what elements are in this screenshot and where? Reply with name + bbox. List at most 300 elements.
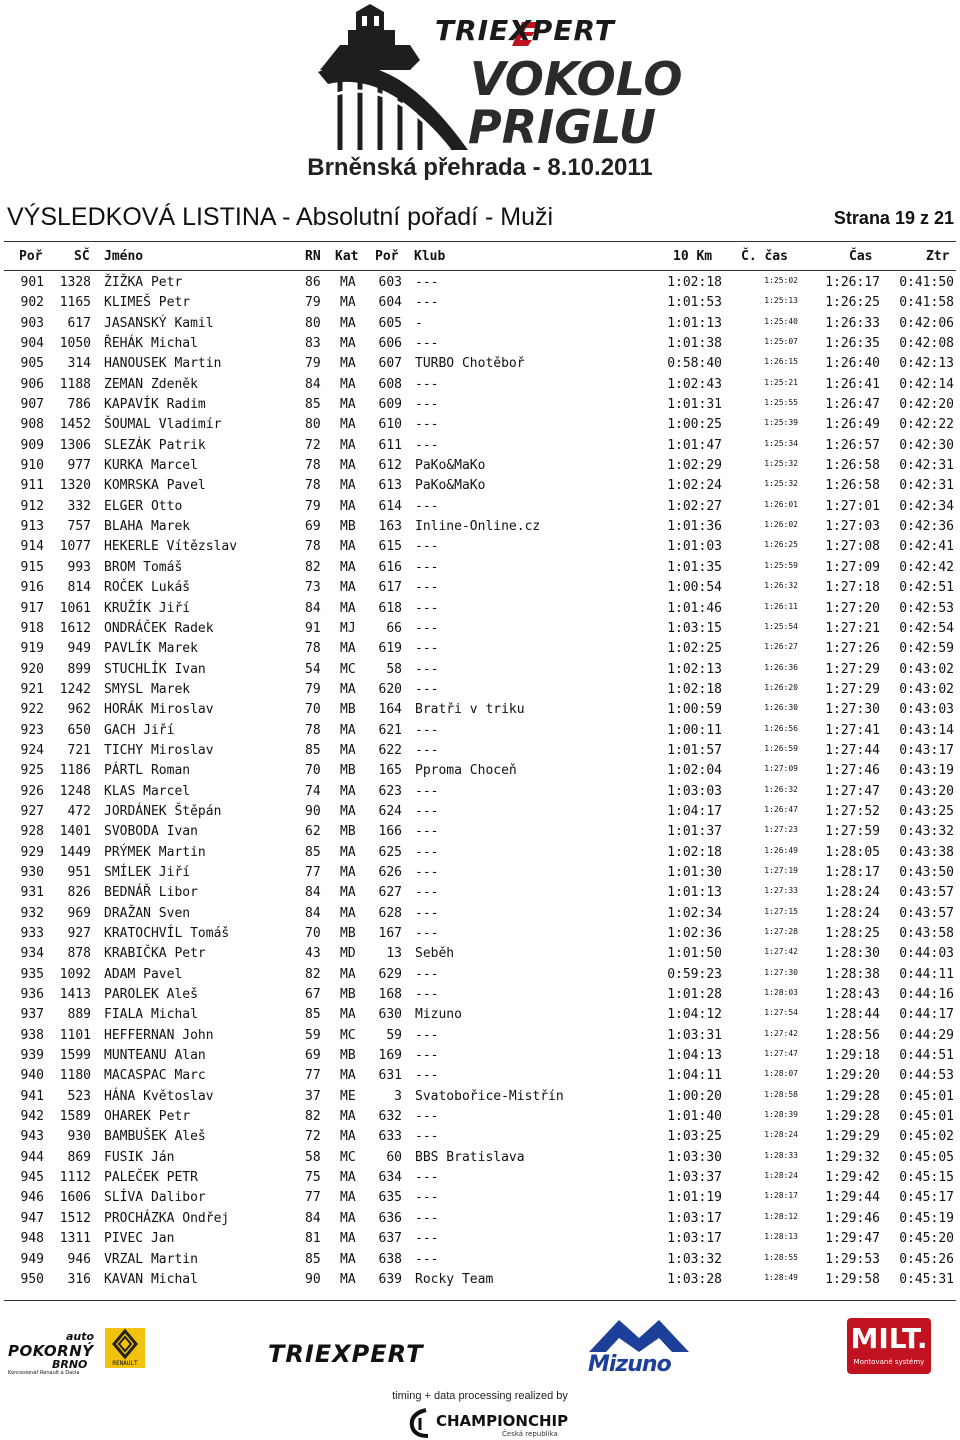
cell-rank: 909 (20, 437, 44, 453)
table-row (0, 822, 960, 842)
cell-rank: 912 (20, 498, 44, 514)
cell-club: PaKo&MaKo (415, 458, 486, 474)
cell-rank: 904 (20, 336, 44, 352)
cell-rank: 925 (20, 763, 44, 779)
cell-cat-rank: 627 (378, 885, 402, 901)
cell-name: KRABIČKA Petr (104, 946, 206, 962)
cell-cat-rank: 166 (378, 824, 402, 840)
cell-year: 72 (305, 437, 321, 453)
cell-club: --- (415, 661, 439, 677)
cell-rank: 927 (20, 803, 44, 819)
cell-time: 1:27:26 (825, 641, 880, 657)
pokorny-line4: Koncesionář Renault a Dacia (8, 1370, 80, 1376)
cell-category: MB (340, 519, 356, 535)
cell-year: 90 (305, 1271, 321, 1287)
col-header-rank: Poř (19, 249, 43, 264)
cell-club: --- (415, 580, 439, 596)
cell-time: 1:26:57 (825, 437, 880, 453)
cell-cat-rank: 632 (378, 1109, 402, 1125)
cell-name: ADAM Pavel (104, 966, 183, 982)
cell-rank: 901 (20, 275, 44, 290)
table-row (0, 843, 960, 863)
cell-rank: 941 (20, 1088, 44, 1104)
cell-rank: 939 (20, 1048, 44, 1064)
cell-bib: 946 (67, 1251, 91, 1267)
cell-gap: 0:45:02 (899, 1129, 954, 1145)
sponsor-auto-pokorny (8, 1330, 103, 1374)
cell-club: --- (415, 1068, 439, 1084)
table-row (0, 395, 960, 415)
cell-club: --- (415, 926, 439, 941)
championchip-label: CHAMPIONCHIP (436, 1412, 569, 1430)
cell-year: 86 (305, 275, 321, 290)
col-header-name: Jméno (104, 249, 144, 264)
cell-time: 1:26:41 (825, 376, 880, 392)
cell-cat-rank: 603 (378, 275, 402, 290)
cell-club: PaKo&MaKo (415, 478, 486, 494)
cell-bib: 1589 (59, 1109, 91, 1125)
cell-cat-rank: 638 (378, 1251, 402, 1267)
cell-gap: 0:45:26 (899, 1251, 954, 1267)
cell-10km: 1:00:25 (667, 417, 722, 433)
cell-rank: 926 (20, 783, 44, 799)
cell-chip-time: 1:27:42 (764, 1028, 798, 1038)
page-number: Strana 19 z 21 (833, 208, 954, 228)
cell-10km: 0:59:23 (667, 966, 722, 982)
cell-gap: 0:43:57 (899, 905, 954, 921)
cell-bib: 1077 (59, 539, 91, 555)
cell-category: MA (340, 437, 356, 453)
cell-year: 80 (305, 315, 321, 331)
cell-chip-time: 1:26:20 (764, 682, 798, 692)
cell-10km: 1:02:25 (667, 641, 722, 657)
cell-rank: 921 (20, 681, 44, 697)
cell-year: 62 (305, 824, 321, 840)
sponsor-milt (847, 1318, 931, 1374)
sponsor-renault (105, 1328, 145, 1368)
table-row (0, 761, 960, 781)
col-header-category-rank: Poř (375, 249, 399, 264)
cell-category: ME (340, 1088, 356, 1104)
cell-gap: 0:42:34 (899, 498, 954, 514)
cell-club: Rocky Team (415, 1271, 494, 1287)
cell-chip-time: 1:28:12 (764, 1211, 798, 1221)
cell-chip-time: 1:26:59 (764, 743, 798, 753)
cell-name: ŘEHÁK Michal (104, 336, 198, 352)
cell-year: 79 (305, 356, 321, 372)
cell-category: MA (340, 315, 356, 331)
cell-gap: 0:41:50 (899, 275, 954, 290)
cell-bib: 1512 (59, 1210, 91, 1226)
header-divider-top (4, 241, 956, 242)
table-row (0, 1026, 960, 1046)
event-logo (300, 0, 683, 160)
cell-chip-time: 1:26:32 (764, 581, 798, 591)
championchip-icon (406, 1406, 434, 1440)
cell-chip-time: 1:25:39 (764, 418, 798, 428)
cell-10km: 1:03:25 (667, 1129, 722, 1145)
table-row (0, 965, 960, 985)
cell-cat-rank: 635 (378, 1190, 402, 1206)
cell-rank: 923 (20, 722, 44, 738)
col-header-gap: Ztr (926, 249, 950, 264)
cell-year: 74 (305, 783, 321, 799)
cell-year: 83 (305, 336, 321, 352)
cell-cat-rank: 607 (378, 356, 402, 372)
table-row (0, 334, 960, 354)
cell-name: OHAREK Petr (104, 1109, 191, 1125)
table-row (0, 1270, 960, 1290)
cell-rank: 940 (20, 1068, 44, 1084)
cell-cat-rank: 611 (378, 437, 402, 453)
cell-gap: 0:44:53 (899, 1068, 954, 1084)
cell-time: 1:27:20 (825, 600, 880, 616)
cell-category: MA (340, 559, 356, 575)
cell-year: 85 (305, 1251, 321, 1267)
cell-cat-rank: 639 (378, 1271, 402, 1287)
cell-rank: 916 (20, 580, 44, 596)
cell-cat-rank: 608 (378, 376, 402, 392)
cell-rank: 907 (20, 397, 44, 413)
table-divider-bottom (4, 1300, 956, 1301)
cell-cat-rank: 626 (378, 864, 402, 880)
cell-category: MA (340, 885, 356, 901)
cell-category: MA (340, 1068, 356, 1084)
cell-10km: 1:03:31 (667, 1027, 722, 1043)
cell-time: 1:27:21 (825, 620, 880, 636)
sponsor-footer (0, 1310, 960, 1440)
cell-category: MA (340, 417, 356, 433)
cell-category: MA (340, 1231, 356, 1247)
cell-time: 1:27:29 (825, 661, 880, 677)
cell-cat-rank: 616 (378, 559, 402, 575)
cell-bib: 1306 (59, 437, 91, 453)
cell-rank: 906 (20, 376, 44, 392)
cell-cat-rank: 3 (394, 1088, 402, 1104)
cell-time: 1:29:53 (825, 1251, 880, 1267)
cell-name: FUSIK Ján (104, 1149, 175, 1165)
cell-10km: 1:02:18 (667, 275, 722, 290)
cell-time: 1:29:32 (825, 1149, 880, 1165)
col-header-year: RN (305, 249, 321, 264)
cell-bib: 1612 (59, 620, 91, 636)
cell-category: MA (340, 478, 356, 494)
mizuno-runbird-icon (584, 1316, 694, 1356)
cell-club: --- (415, 275, 439, 290)
cell-club: --- (415, 742, 439, 758)
cell-cat-rank: 631 (378, 1068, 402, 1084)
cell-year: 84 (305, 885, 321, 901)
brand-triexpert: TRIEXPERT (435, 14, 615, 47)
cell-gap: 0:44:51 (899, 1048, 954, 1064)
cell-bib: 786 (67, 397, 91, 413)
cell-name: PAROLEK Aleš (104, 987, 198, 1003)
cell-bib: 316 (67, 1271, 91, 1287)
cell-club: --- (415, 783, 439, 799)
cell-club: --- (415, 905, 439, 921)
cell-time: 1:26:33 (825, 315, 880, 331)
table-row (0, 904, 960, 924)
cell-chip-time: 1:28:33 (764, 1150, 798, 1160)
cell-year: 43 (305, 946, 321, 962)
cell-name: BEDNÁŘ Libor (104, 885, 198, 901)
col-header-10km: 10 Km (673, 249, 713, 264)
cell-cat-rank: 614 (378, 498, 402, 514)
cell-year: 79 (305, 498, 321, 514)
cell-cat-rank: 633 (378, 1129, 402, 1145)
cell-chip-time: 1:26:02 (764, 520, 798, 530)
cell-chip-time: 1:26:11 (764, 601, 798, 611)
cell-club: --- (415, 417, 439, 433)
cell-cat-rank: 629 (378, 966, 402, 982)
cell-year: 84 (305, 376, 321, 392)
cell-time: 1:26:58 (825, 458, 880, 474)
cell-bib: 1320 (59, 478, 91, 494)
cell-rank: 947 (20, 1210, 44, 1226)
cell-time: 1:27:09 (825, 559, 880, 575)
cell-category: MA (340, 864, 356, 880)
cell-time: 1:27:01 (825, 498, 880, 514)
cell-rank: 910 (20, 458, 44, 474)
cell-name: FIALA Michal (104, 1007, 198, 1023)
renault-label: RENAULT (112, 1360, 138, 1367)
cell-name: SLEZÁK Patrik (104, 437, 206, 453)
cell-rank: 945 (20, 1170, 44, 1186)
cell-cat-rank: 619 (378, 641, 402, 657)
cell-time: 1:27:52 (825, 803, 880, 819)
cell-10km: 1:01:57 (667, 742, 722, 758)
cell-10km: 1:03:03 (667, 783, 722, 799)
cell-club: --- (415, 844, 439, 860)
cell-year: 84 (305, 905, 321, 921)
cell-name: SLÍVA Dalibor (104, 1190, 206, 1206)
cell-club: --- (415, 681, 439, 697)
cell-name: MACASPAC Marc (104, 1068, 206, 1084)
cell-name: KOMRSKA Pavel (104, 478, 206, 494)
cell-10km: 1:00:59 (667, 702, 722, 718)
cell-club: --- (415, 1210, 439, 1226)
cell-category: MD (340, 946, 356, 962)
cell-year: 82 (305, 559, 321, 575)
cell-club: --- (415, 966, 439, 982)
table-row (0, 599, 960, 619)
cell-chip-time: 1:25:55 (764, 398, 798, 408)
table-row (0, 700, 960, 720)
cell-category: MA (340, 966, 356, 982)
cell-bib: 869 (67, 1149, 91, 1165)
cell-name: ŠOUMAL Vladimír (104, 417, 222, 433)
cell-gap: 0:43:14 (899, 722, 954, 738)
cell-10km: 1:02:27 (667, 498, 722, 514)
cell-category: MB (340, 763, 356, 779)
cell-category: MC (340, 1027, 356, 1043)
cell-club: --- (415, 1251, 439, 1267)
cell-gap: 0:42:14 (899, 376, 954, 392)
cell-rank: 938 (20, 1027, 44, 1043)
cell-gap: 0:42:13 (899, 356, 954, 372)
brand-priglu: PRIGLU (468, 100, 657, 154)
cell-year: 77 (305, 1190, 321, 1206)
cell-time: 1:29:28 (825, 1088, 880, 1104)
table-row (0, 517, 960, 537)
cell-gap: 0:42:59 (899, 641, 954, 657)
cell-time: 1:27:08 (825, 539, 880, 555)
cell-bib: 889 (67, 1007, 91, 1023)
cell-10km: 1:03:30 (667, 1149, 722, 1165)
cell-time: 1:29:58 (825, 1271, 880, 1287)
cell-10km: 1:01:30 (667, 864, 722, 880)
cell-cat-rank: 606 (378, 336, 402, 352)
cell-10km: 1:03:17 (667, 1210, 722, 1226)
cell-year: 58 (305, 1149, 321, 1165)
cell-time: 1:29:28 (825, 1109, 880, 1125)
cell-bib: 969 (67, 905, 91, 921)
cell-name: ROČEK Lukáš (104, 580, 191, 596)
cell-cat-rank: 168 (378, 987, 402, 1003)
table-row (0, 680, 960, 700)
table-row (0, 782, 960, 802)
cell-time: 1:26:58 (825, 478, 880, 494)
cell-chip-time: 1:28:07 (764, 1069, 798, 1079)
cell-time: 1:26:17 (825, 275, 880, 290)
cell-time: 1:27:44 (825, 742, 880, 758)
cell-rank: 919 (20, 641, 44, 657)
cell-chip-time: 1:28:03 (764, 988, 798, 998)
cell-name: KLIMEŠ Petr (104, 295, 191, 311)
cell-10km: 1:01:31 (667, 397, 722, 413)
cell-bib: 1413 (59, 987, 91, 1003)
cell-club: --- (415, 1231, 439, 1247)
cell-year: 79 (305, 681, 321, 697)
cell-category: MA (340, 397, 356, 413)
table-row (0, 1066, 960, 1086)
cell-name: HEKERLE Vítězslav (104, 539, 238, 555)
cell-chip-time: 1:28:13 (764, 1232, 798, 1242)
cell-chip-time: 1:26:01 (764, 499, 798, 509)
cell-cat-rank: 613 (378, 478, 402, 494)
cell-10km: 1:02:18 (667, 681, 722, 697)
table-row (0, 415, 960, 435)
cell-gap: 0:42:31 (899, 478, 954, 494)
cell-name: HÁNA Květoslav (104, 1088, 214, 1104)
cell-rank: 931 (20, 885, 44, 901)
cell-bib: 472 (67, 803, 91, 819)
cell-category: MA (340, 275, 356, 290)
cell-year: 70 (305, 702, 321, 718)
cell-rank: 924 (20, 742, 44, 758)
cell-10km: 1:02:04 (667, 763, 722, 779)
cell-rank: 905 (20, 356, 44, 372)
cell-time: 1:28:17 (825, 864, 880, 880)
cell-cat-rank: 167 (378, 926, 402, 941)
cell-cat-rank: 165 (378, 763, 402, 779)
cell-year: 70 (305, 926, 321, 941)
cell-name: BROM Tomáš (104, 559, 183, 575)
milt-sub: Montované systémy (853, 1358, 925, 1366)
cell-club: --- (415, 1027, 439, 1043)
cell-category: MB (340, 1048, 356, 1064)
cell-category: MA (340, 580, 356, 596)
col-header-club: Klub (414, 249, 446, 264)
cell-10km: 1:02:18 (667, 844, 722, 860)
cell-name: PALEČEK PETR (104, 1170, 198, 1186)
cell-chip-time: 1:27:42 (764, 947, 798, 957)
cell-gap: 0:42:30 (899, 437, 954, 453)
header-divider-bottom (4, 270, 956, 271)
cell-chip-time: 1:25:07 (764, 337, 798, 347)
table-row (0, 273, 960, 293)
cell-chip-time: 1:25:02 (764, 276, 798, 285)
cell-name: SMYSL Marek (104, 681, 191, 697)
cell-chip-time: 1:27:33 (764, 886, 798, 896)
cell-chip-time: 1:28:55 (764, 1252, 798, 1262)
cell-club: --- (415, 864, 439, 880)
cell-cat-rank: 628 (378, 905, 402, 921)
cell-category: MA (340, 336, 356, 352)
cell-rank: 902 (20, 295, 44, 311)
cell-10km: 0:58:40 (667, 356, 722, 372)
cell-name: HORÁK Miroslav (104, 702, 214, 718)
cell-year: 72 (305, 1129, 321, 1145)
cell-bib: 1180 (59, 1068, 91, 1084)
cell-10km: 1:00:11 (667, 722, 722, 738)
cell-year: 82 (305, 966, 321, 982)
cell-bib: 617 (67, 315, 91, 331)
cell-time: 1:29:18 (825, 1048, 880, 1064)
cell-chip-time: 1:26:25 (764, 540, 798, 550)
cell-chip-time: 1:25:32 (764, 459, 798, 469)
cell-rank: 950 (20, 1271, 44, 1287)
cell-rank: 946 (20, 1190, 44, 1206)
table-row (0, 802, 960, 822)
cell-gap: 0:43:02 (899, 681, 954, 697)
cell-name: KRATOCHVÍL Tomáš (104, 926, 230, 941)
cell-rank: 937 (20, 1007, 44, 1023)
cell-bib: 1186 (59, 763, 91, 779)
cell-category: MB (340, 926, 356, 941)
cell-time: 1:28:38 (825, 966, 880, 982)
cell-category: MA (340, 1129, 356, 1145)
cell-chip-time: 1:25:13 (764, 296, 798, 306)
cell-club: --- (415, 539, 439, 555)
cell-gap: 0:43:02 (899, 661, 954, 677)
cell-name: VRZAL Martin (104, 1251, 198, 1267)
table-row (0, 1168, 960, 1188)
cell-category: MA (340, 905, 356, 921)
cell-club: --- (415, 336, 439, 352)
cell-bib: 1311 (59, 1231, 91, 1247)
cell-name: ELGER Otto (104, 498, 183, 514)
cell-club: TURBO Chotěboř (415, 356, 525, 372)
cell-club: --- (415, 397, 439, 413)
cell-bib: 949 (67, 641, 91, 657)
cell-gap: 0:43:58 (899, 926, 954, 941)
cell-gap: 0:43:38 (899, 844, 954, 860)
cell-year: 73 (305, 580, 321, 596)
cell-club: Inline-Online.cz (415, 519, 541, 535)
cell-chip-time: 1:28:58 (764, 1089, 798, 1099)
cell-rank: 911 (20, 478, 44, 494)
cell-year: 54 (305, 661, 321, 677)
cell-cat-rank: 621 (378, 722, 402, 738)
milt-label: MILT. (850, 1322, 928, 1355)
cell-gap: 0:42:22 (899, 417, 954, 433)
cell-gap: 0:42:53 (899, 600, 954, 616)
cell-rank: 903 (20, 315, 44, 331)
cell-club: BBS Bratislava (415, 1149, 525, 1165)
cell-cat-rank: 620 (378, 681, 402, 697)
cell-category: MA (340, 1109, 356, 1125)
